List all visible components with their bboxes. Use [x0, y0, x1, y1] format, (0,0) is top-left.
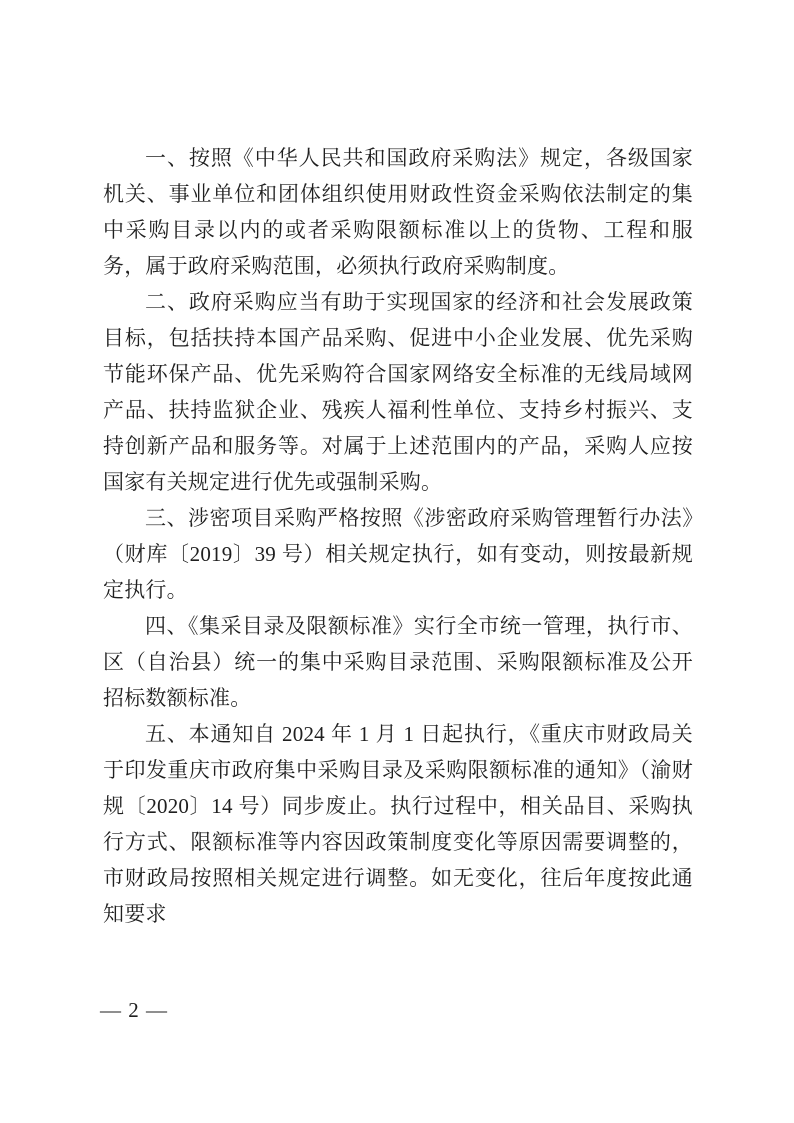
paragraph-2: 二、政府采购应当有助于实现国家的经济和社会发展政策目标，包括扶持本国产品采购、促进中小企业发展、优先采购节能环保产品、优先采购符合国家网络安全标准的无线局域网产品、扶持监狱企业、残疾人福利性单位、支持乡村振兴、支持创新产品和服务等。对属于上述范围内的产品，采购人应按国家有关规定进行优先或强制采购。 — [103, 290, 693, 494]
document-body — [103, 140, 693, 932]
paragraph-1: 一、按照《中华人民共和国政府采购法》规定，各级国家机关、事业单位和团体组织使用财政性资金采购依法制定的集中采购目录以内的或者采购限额标准以上的货物、工程和服务，属于政府采购范围，必须执行政府采购制度。 — [103, 146, 693, 278]
paragraph-4: 四、《集采目录及限额标准》实行全市统一管理，执行市、区（自治县）统一的集中采购目录范围、采购限额标准及公开招标数额标准。 — [103, 614, 693, 710]
paragraph-3: 三、涉密项目采购严格按照《涉密政府采购管理暂行办法》（财库〔2019〕39 号）相关规定执行，如有变动，则按最新规定执行。 — [103, 506, 693, 602]
paragraph-5: 五、本通知自 2024 年 1 月 1 日起执行，《重庆市财政局关于印发重庆市政府集中采购目录及采购限额标准的通知》（渝财规〔2020〕14 号）同步废止。执行过程中，相关品目、采购执行方式、限额标准等内容因政策制度变化等原因需要调整的，市财政局按照相关规定进行调整。如无变化，往后年度按此通知要求 — [103, 722, 693, 926]
page-number: — 2 — — [100, 998, 168, 1022]
